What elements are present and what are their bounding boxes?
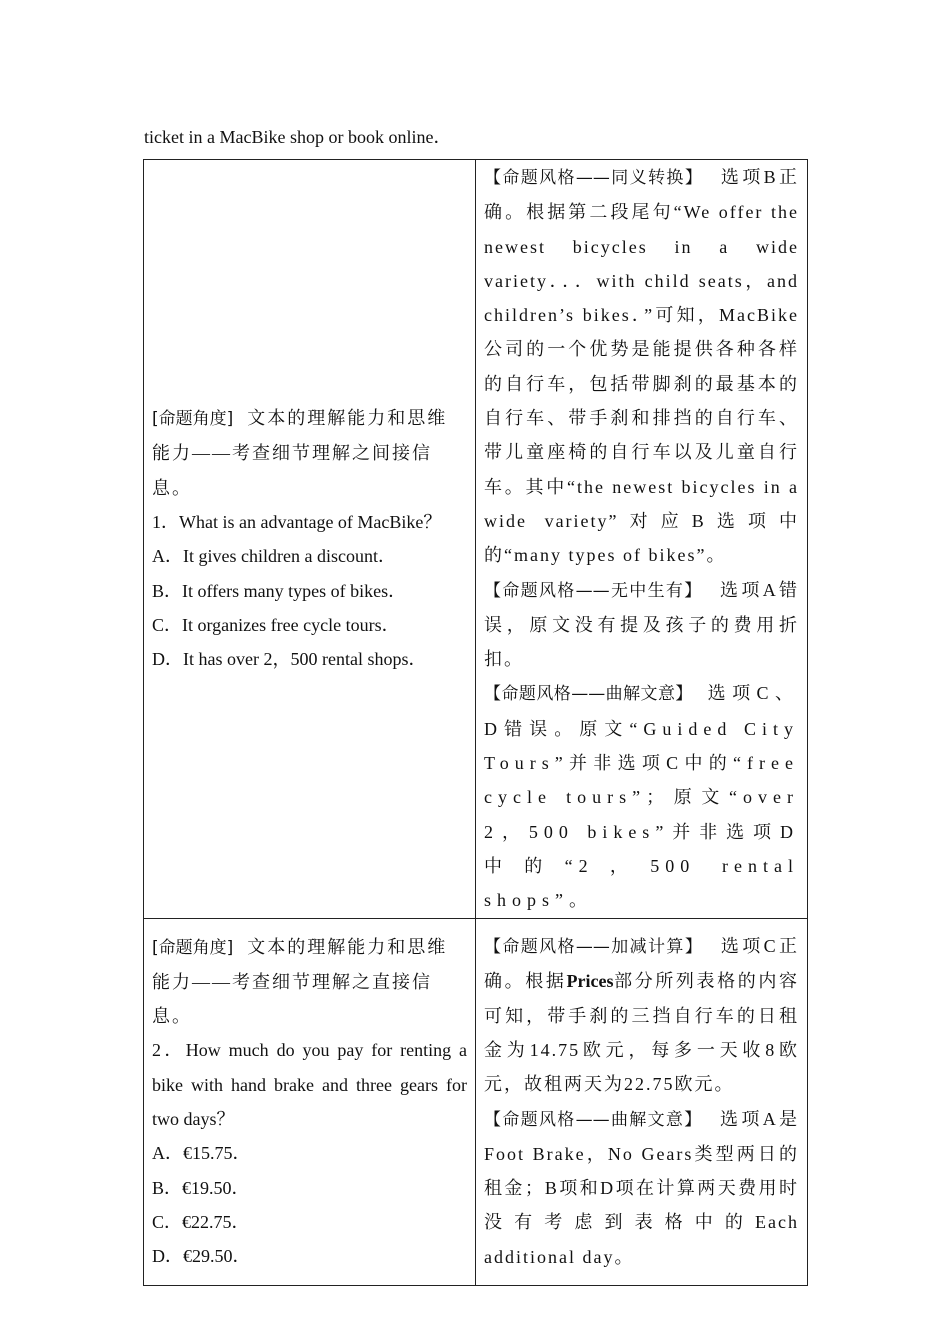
angle-tag: [命题角度] <box>152 937 234 958</box>
table-row <box>144 160 808 919</box>
option-d: D．€29.50． <box>152 1246 251 1267</box>
analysis-text: 选项B正确。根据第二段尾句“We offer the newest bicycles in a wide variety．．．with child seats，and children’s bikes．”可知，MacBike公司的一个优势是能提供各种各样的自行车，包括带脚刹的最基本的自行车、带手刹和排挡的自行车、带儿童座椅的自行车以及儿童自行车。其中“the newest bicycles in a wide variety”对应B选项中的“many types of bikes”。 <box>484 167 800 566</box>
angle-paragraph <box>152 401 467 505</box>
analysis-cell <box>476 160 808 919</box>
angle-tag: [命题角度] <box>152 409 234 430</box>
option-c: C．€22.75． <box>152 1211 250 1232</box>
angle-paragraph <box>152 930 467 1034</box>
question-text: 2．How much do you pay for renting a bike with hand brake and three gears for two days？ <box>152 1040 467 1130</box>
analysis-paragraph <box>484 929 799 1101</box>
analysis-paragraph <box>484 1102 799 1274</box>
option-b: B．It offers many types of bikes． <box>152 580 407 601</box>
question-cell <box>144 918 476 1285</box>
question-text: 1．What is an advantage of MacBike？ <box>152 511 442 532</box>
analysis-table <box>143 159 808 1286</box>
analysis-cell <box>476 918 808 1285</box>
style-tag: 【命题风格——曲解文意】 <box>484 1109 703 1130</box>
style-tag: 【命题风格——曲解文意】 <box>484 684 693 705</box>
option-b: B．€19.50． <box>152 1177 250 1198</box>
style-tag: 【命题风格——同义转换】 <box>484 168 704 188</box>
lead-text: ticket in a MacBike shop or book online． <box>144 127 452 147</box>
style-tag: 【命题风格——加减计算】 <box>484 937 704 958</box>
option-a: A．€15.75． <box>152 1143 251 1164</box>
analysis-paragraph <box>484 160 799 573</box>
angle-text: 文本的理解能力和思维能力——考查细节理解之间接信息。 <box>152 408 448 498</box>
analysis-text: 选项A错误，原文没有提及孩子的费用折扣。 <box>484 579 800 670</box>
analysis-paragraph <box>484 573 799 677</box>
table-row <box>144 918 808 1285</box>
option-a: A．It gives children a discount． <box>152 546 396 567</box>
option-c: C．It organizes free cycle tours． <box>152 614 400 635</box>
option-d: D．It has over 2，500 rental shops． <box>152 649 427 670</box>
prices-keyword: Prices <box>566 971 614 992</box>
question-cell <box>144 160 476 919</box>
analysis-text: 选项A是Foot Brake，No Gears类型两日的租金；B项和D项在计算两天费用时没有考虑到表格中的Each additional day。 <box>484 1108 800 1267</box>
analysis-text: 选项C、D错误。原文“Guided City Tours”并非选项C中的“free cycle tours”；原文“over 2，500 bikes”并非选项D中的“2，500 rental shops”。 <box>484 683 799 911</box>
analysis-text-pre: 选项C正确。根据 <box>484 936 800 992</box>
analysis-text-post: 部分所列表格的内容可知，带手刹的三挡自行车的日租金为14.75欧元，每多一天收8欧元，故租两天为22.75欧元。 <box>484 971 800 1095</box>
style-tag: 【命题风格——无中生有】 <box>484 580 703 601</box>
angle-text: 文本的理解能力和思维能力——考查细节理解之直接信息。 <box>152 936 448 1027</box>
analysis-paragraph <box>484 676 799 917</box>
